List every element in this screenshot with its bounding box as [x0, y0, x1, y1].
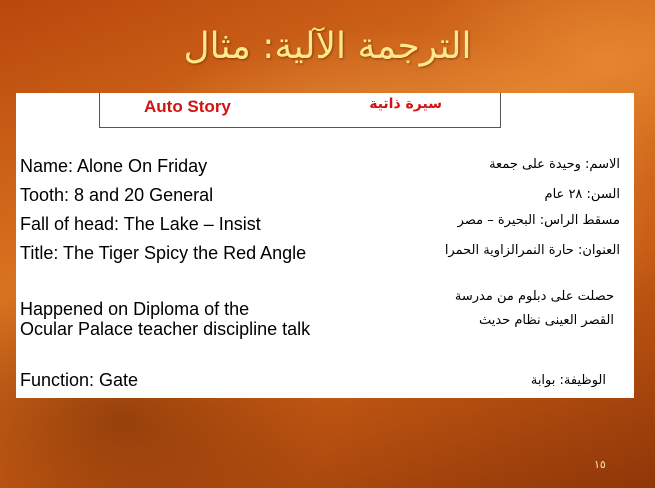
row-name-english: Name: Alone On Friday — [20, 156, 208, 176]
row-birthplace-english: Fall of head: The Lake – Insist — [20, 214, 261, 234]
row-education-arabic-line2: القصر العينى نظام حديث — [478, 313, 614, 328]
row-birthplace-arabic: مسقط الراس: البحيرة – مصر — [457, 213, 620, 228]
row-function-english: Function: Gate — [20, 370, 139, 390]
header-box — [99, 93, 501, 128]
row-function-arabic: الوظيفة: بوابة — [530, 373, 606, 388]
row-name-arabic: الاسم: وحيدة على جمعة — [489, 157, 620, 172]
header-english: Auto Story — [144, 97, 231, 116]
row-age-english: Tooth: 8 and 20 General — [20, 185, 214, 205]
slide-number: ١٥ — [594, 458, 606, 471]
row-address-arabic: العنوان: حارة النمرالزاوية الحمرا — [444, 243, 620, 258]
row-education-arabic-line1: حصلت على دبلوم من مدرسة — [454, 289, 614, 304]
translation-example-panel — [16, 93, 634, 398]
row-age-arabic: السن: ٢٨ عام — [544, 187, 620, 202]
row-education-english-line2: Ocular Palace teacher discipline talk — [20, 319, 311, 339]
slide-title: الترجمة الآلية: مثال — [183, 26, 472, 67]
header-arabic: سيرة ذاتية — [369, 96, 442, 112]
row-education-english-line1: Happened on Diploma of the — [20, 299, 250, 319]
row-address-english: Title: The Tiger Spicy the Red Angle — [20, 243, 307, 263]
